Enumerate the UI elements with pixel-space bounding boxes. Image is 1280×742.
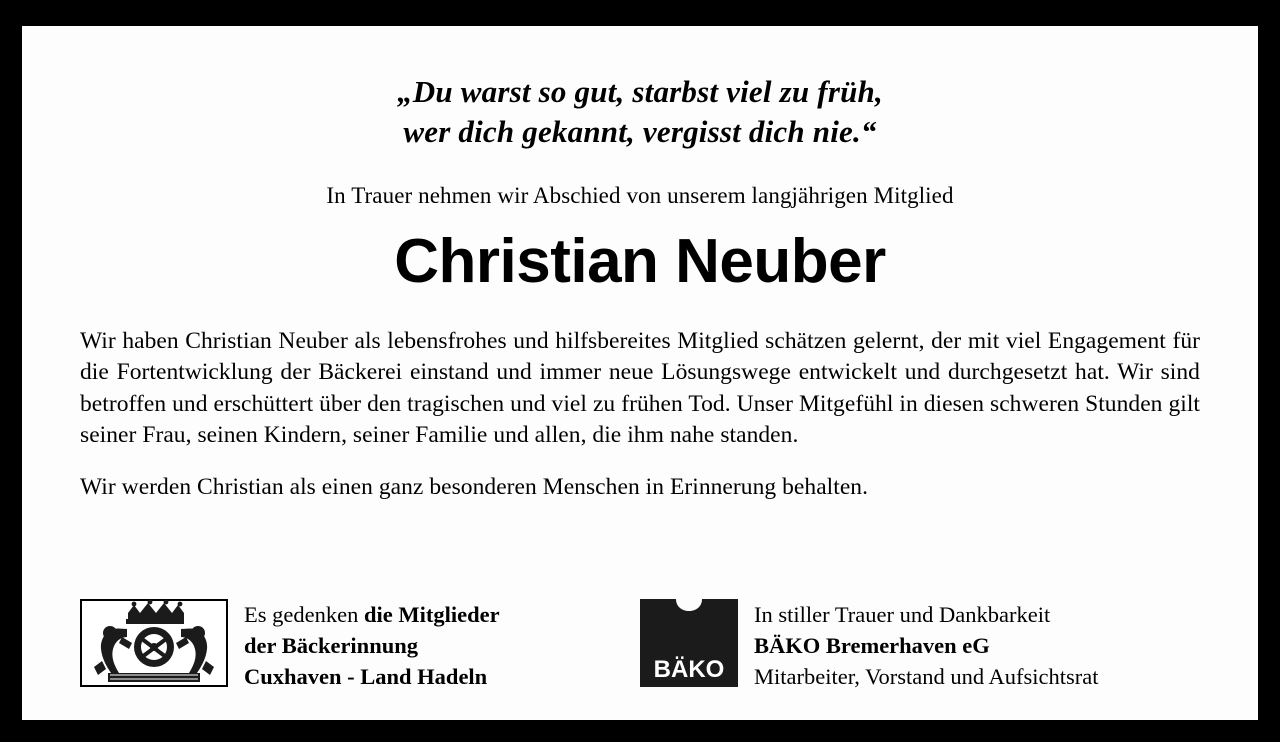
obituary-footer [80, 599, 1200, 692]
bako-footer-line-2: BÄKO Bremerhaven eG [754, 632, 990, 658]
memorial-quote-line-1: „Du warst so gut, starbst viel zu früh, [397, 74, 883, 109]
mourning-intro-line: In Trauer nehmen wir Abschied von unserem langjährigen Mitglied [326, 182, 954, 208]
guild-footer-line-1: Es gedenken die Mitglieder [244, 601, 500, 627]
obituary-card [22, 26, 1258, 720]
obituary-body [80, 326, 1200, 503]
deceased-name: Christian Neuber [394, 226, 886, 296]
baker-guild-crest-icon [80, 599, 228, 687]
guild-footer-line-3: Cuxhaven - Land Hadeln [244, 663, 488, 689]
memorial-quote-line-2: wer dich gekannt, vergisst dich nie.“ [403, 114, 877, 150]
guild-footer-line-2: der Bäckerinnung [244, 632, 418, 658]
obituary-paragraph-1: Wir haben Christian Neuber als lebensfrohes und hilfsbereites Mitglied schätzen gelernt, der mit viel Engagement für die Fortentwicklung der Bäckerei einstand und immer neue Lösungswege entwickelt und durchgesetzt hat. Wir sind betroffen und erschüttert über den tragischen und viel zu frühen Tod. Unser Mitgefühl in diesen schweren Stunden gilt seiner Frau, seinen Kindern, seiner Familie und allen, die ihm nahe standen. [80, 327, 1200, 449]
footer-block-bako [640, 599, 1098, 692]
bako-footer-line-1: In stiller Trauer und Dankbarkeit [754, 601, 1051, 627]
bako-footer-text [754, 599, 1098, 692]
memorial-quote [80, 72, 1200, 153]
obituary-paragraph-2: Wir werden Christian als einen ganz besonderen Menschen in Erinnerung behalten. [80, 473, 869, 500]
footer-block-guild [80, 599, 640, 692]
bako-footer-line-3: Mitarbeiter, Vorstand und Aufsichtsrat [754, 663, 1099, 689]
bako-logo-icon [640, 599, 738, 687]
svg-text:BÄKO: BÄKO [653, 655, 725, 683]
guild-footer-text [244, 599, 500, 692]
